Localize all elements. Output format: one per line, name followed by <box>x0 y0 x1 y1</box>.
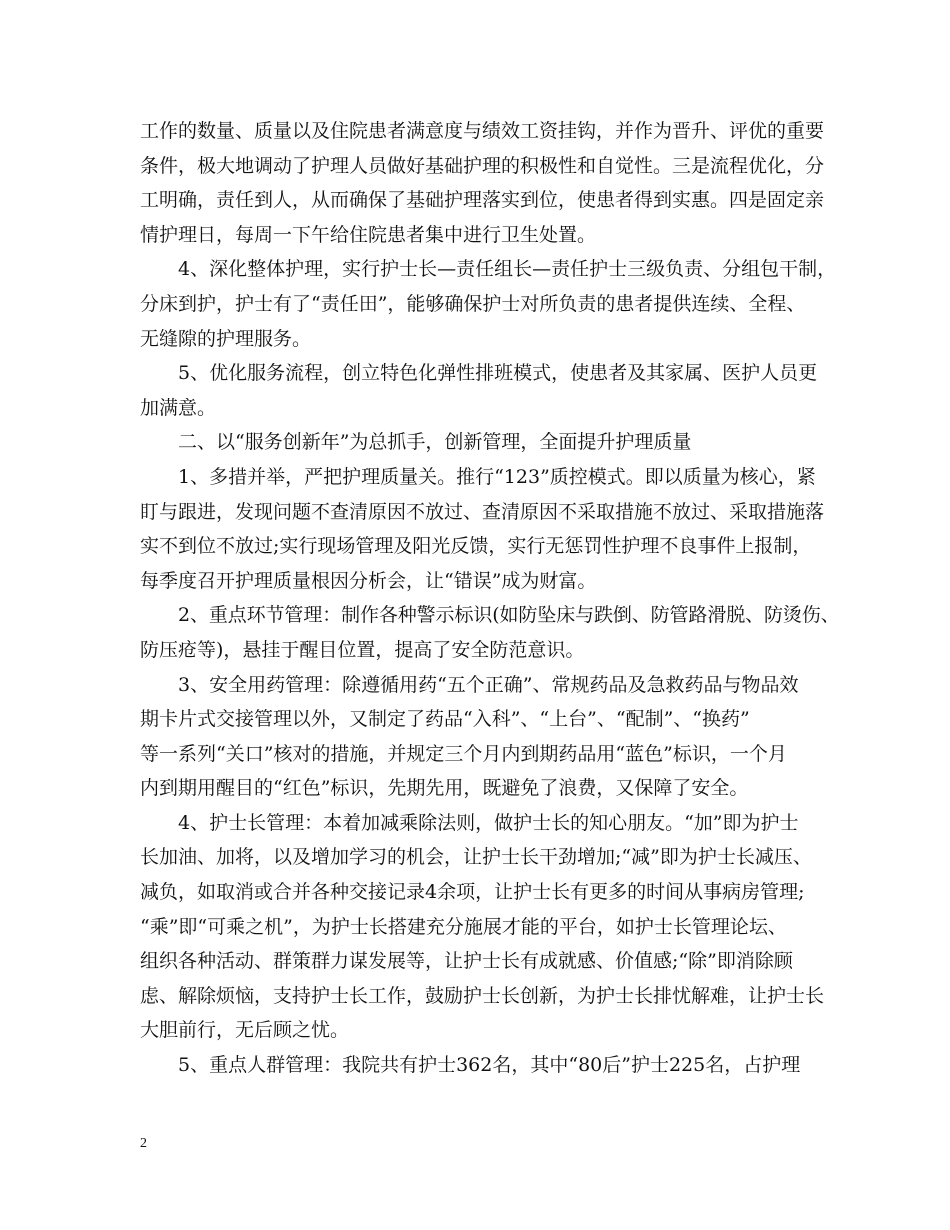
text-line: 虑、解除烦恼，支持护士长工作，鼓励护士长创新，为护士长排忧解难，让护士长 <box>140 984 825 1007</box>
text-line: 分床到护，护士有了“责任田”，能够确保护士对所负责的患者提供连续、全程、 <box>140 292 806 315</box>
text-line: 4、护士长管理：本着加减乘除法则，做护士长的知心朋友。“加”即为护士 <box>178 811 799 834</box>
text-line: 3、安全用药管理：除遵循用药“五个正确”、常规药品及急救药品与物品效 <box>178 673 799 696</box>
text-line: “乘”即“可乘之机”，为护士长搭建充分施展才能的平台，如护士长管理论坛、 <box>140 915 787 938</box>
text-line: 实不到位不放过;实行现场管理及阳光反馈，实行无惩罚性护理不良事件上报制， <box>140 535 812 558</box>
text-line: 内到期用醒目的“红色”标识，先期先用，既避免了浪费，又保障了安全。 <box>140 777 749 800</box>
text-line: 期卡片式交接管理以外，又制定了药品“入科”、“上台”、“配制”、“换药” <box>140 708 750 731</box>
text-line: 5、重点人群管理：我院共有护士362名，其中“80后”护士225名，占护理 <box>178 1054 801 1077</box>
text-line: 长加油、加将，以及增加学习的机会，让护士长干劲增加;“减”即为护士长减压、 <box>140 846 812 869</box>
text-line: 加满意。 <box>140 396 217 419</box>
text-line: 2、重点环节管理：制作各种警示标识(如防坠床与跌倒、防管路滑脱、防烫伤、 <box>178 604 840 627</box>
text-line: 工作的数量、质量以及住院患者满意度与绩效工资挂钩，并作为晋升、评优的重要 <box>140 120 825 142</box>
text-line: 每季度召开护理质量根因分析会，让“错误”成为财富。 <box>140 569 597 592</box>
text-line: 1、多措并举，严把护理质量关。推行“123”质控模式。即以质量为核心，紧 <box>178 465 816 488</box>
body-text <box>140 114 840 1083</box>
text-line: 减负，如取消或合并各种交接记录4余项，让护士长有更多的时间从事病房管理; <box>140 881 805 904</box>
text-line: 二、以“服务创新年”为总抓手，创新管理，全面提升护理质量 <box>178 431 692 454</box>
text-line: 4、深化整体护理，实行护士长—责任组长—责任护士三级负责、分组包干制， <box>178 258 837 281</box>
text-line: 等一系列“关口”核对的措施，并规定三个月内到期药品用“蓝色”标识，一个月 <box>140 742 787 765</box>
page-number: 2 <box>140 1136 147 1151</box>
text-line: 条件，极大地调动了护理人员做好基础护理的积极性和自觉性。三是流程优化，分 <box>140 154 825 177</box>
text-line: 防压疮等)，悬挂于醒目位置，提高了安全防范意识。 <box>140 638 585 661</box>
text-line: 情护理日，每周一下午给住院患者集中进行卫生处置。 <box>140 223 597 246</box>
text-line: 无缝隙的护理服务。 <box>140 327 312 350</box>
text-line: 大胆前行，无后顾之忧。 <box>140 1019 350 1042</box>
text-line: 盯与跟进，发现问题不查清原因不放过、查清原因不采取措施不放过、采取措施落 <box>140 500 825 523</box>
text-line: 组织各种活动、群策群力谋发展等，让护士长有成就感、价值感;“除”即消除顾 <box>140 950 793 973</box>
text-line: 5、优化服务流程，创立特色化弹性排班模式，使患者及其家属、医护人员更 <box>178 362 818 385</box>
text-line: 工明确，责任到人，从而确保了基础护理落实到位，使患者得到实惠。四是固定亲 <box>140 189 825 212</box>
